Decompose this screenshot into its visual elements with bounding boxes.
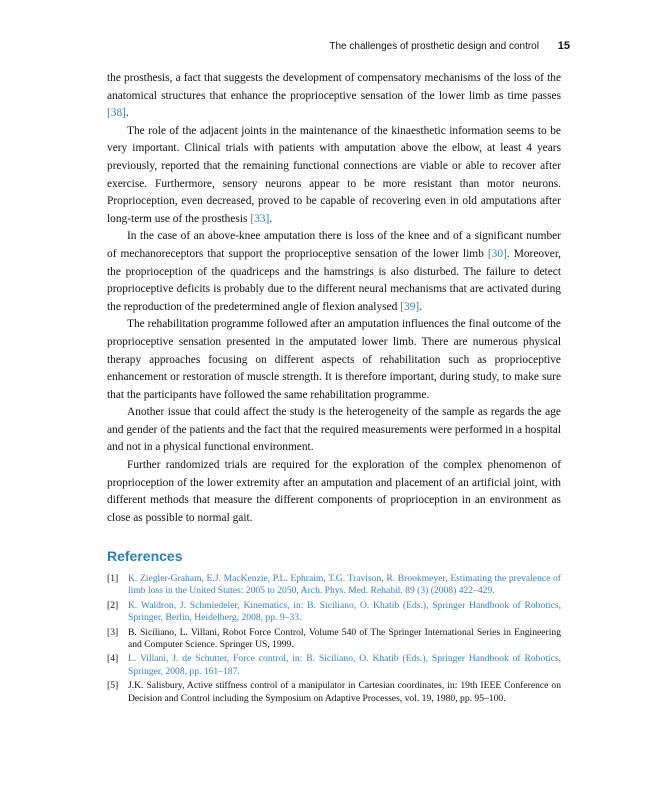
paragraph-6: Further randomized trials are required for the exploration of the complex phenomenon of proprioception of the lower extremity after an amputation and placement of an artificial joint, with different methods that measure the different components of proprioception in an environment as close as possible to normal gait. xyxy=(107,459,561,524)
reference-text[interactable]: K. Ziegler-Graham, E.J. MacKenzie, P.L. Ephraim, T.G. Travison, R. Brookmeyer, Estimating the prevalence of limb loss in the United States: 2005 to 2050, Arch. Phys. Med. Rehabil. 89 (3) (2008) 422–429. xyxy=(128,573,561,597)
reference-number: [5] xyxy=(107,680,119,692)
reference-number: [2] xyxy=(107,599,119,611)
reference-item[interactable] xyxy=(107,653,561,678)
paragraph-3: In the case of an above-knee amputation there is loss of the knee and of a significant number of mechanoreceptors that support the proprioceptive sensation of the lower limb [30]. Moreover, the proprioception of the quadriceps and the hamstrings is also disturbed. The failure to detect proprioceptive deficits is probably due to the different neural mechanisms that are activated during the reproduction of the predetermined angle of flexion analysed [39]. xyxy=(107,230,562,313)
reference-text: B. Siciliano, L. Villani, Robot Force Control, Volume 540 of The Springer International Series in Engineering and Computer Science. Springer US, 1999. xyxy=(128,626,561,651)
citation-link[interactable]: [30] xyxy=(487,247,507,260)
running-header xyxy=(300,40,570,52)
citation-link[interactable]: [33] xyxy=(250,212,270,225)
citation-link[interactable]: [38] xyxy=(107,107,126,120)
reference-item xyxy=(107,680,561,705)
reference-item[interactable] xyxy=(107,600,561,625)
running-title: The challenges of prosthetic design and control xyxy=(329,41,539,52)
paragraph-4: The rehabilitation programme followed after an amputation influences the final outcome of the proprioceptive sensation presented in the amputated lower limb. There are numerous physical therapy approaches focusing on different aspects of rehabilitation such as proprioceptive enhancement or restoration of muscle strength. It is therefore important, during study, to make sure that the participants have followed the same rehabilitation programme. xyxy=(107,318,561,401)
body-text xyxy=(107,70,561,527)
reference-item[interactable] xyxy=(107,573,561,598)
reference-number: [3] xyxy=(107,626,119,638)
paragraph-1: the prosthesis, a fact that suggests the development of compensatory mechanisms of the loss of the anatomical structures that enhance the proprioceptive sensation of the lower limb as time passes [38]. xyxy=(107,72,561,120)
reference-list xyxy=(107,573,561,707)
reference-item xyxy=(107,627,561,652)
reference-text[interactable]: K. Waldron, J. Schmiedeler, Kinematics, in: B. Siciliano, O. Khatib (Eds.), Springer Handbook of Robotics, Springer, Berlin, Heidelberg, 2008, pp. 9–33. xyxy=(128,599,561,624)
paragraph-5: Another issue that could affect the study is the heterogeneity of the sample as regards the age and gender of the patients and the fact that the required measurements were performed in a hospital and not in a physical functional environment. xyxy=(107,406,561,454)
reference-text: J.K. Salisbury, Active stiffness control of a manipulator in Cartesian coordinates, in: 19th IEEE Conference on Decision and Control including the Symposium on Adaptive Processes, vol. 19, 1980, pp. 95–100. xyxy=(128,680,561,704)
page-number: 15 xyxy=(557,40,570,52)
citation-link[interactable]: [39] xyxy=(400,300,420,313)
paragraph-2: The role of the adjacent joints in the maintenance of the kinaesthetic information seems to be very important. Clinical trials with patients with amputation above the elbow, at least 4 years previously, reported that the remaining functional connections are viable or able to recover after exercise. Furthermore, sensory neurons appear to be more resistant than motor neurons. Proprioception, even decreased, proved to be capable of recovering even in old amputations after long-term use of the prosthesis [33]. xyxy=(107,124,561,225)
references-heading: References xyxy=(107,548,183,564)
reference-text[interactable]: L. Villani, J. de Schutter, Force control, in: B. Siciliano, O. Khatib (Eds.), Springer Handbook of Robotics, Springer, 2008, pp. 161–187. xyxy=(128,653,561,677)
reference-number: [1] xyxy=(107,573,119,584)
reference-number: [4] xyxy=(107,653,119,665)
